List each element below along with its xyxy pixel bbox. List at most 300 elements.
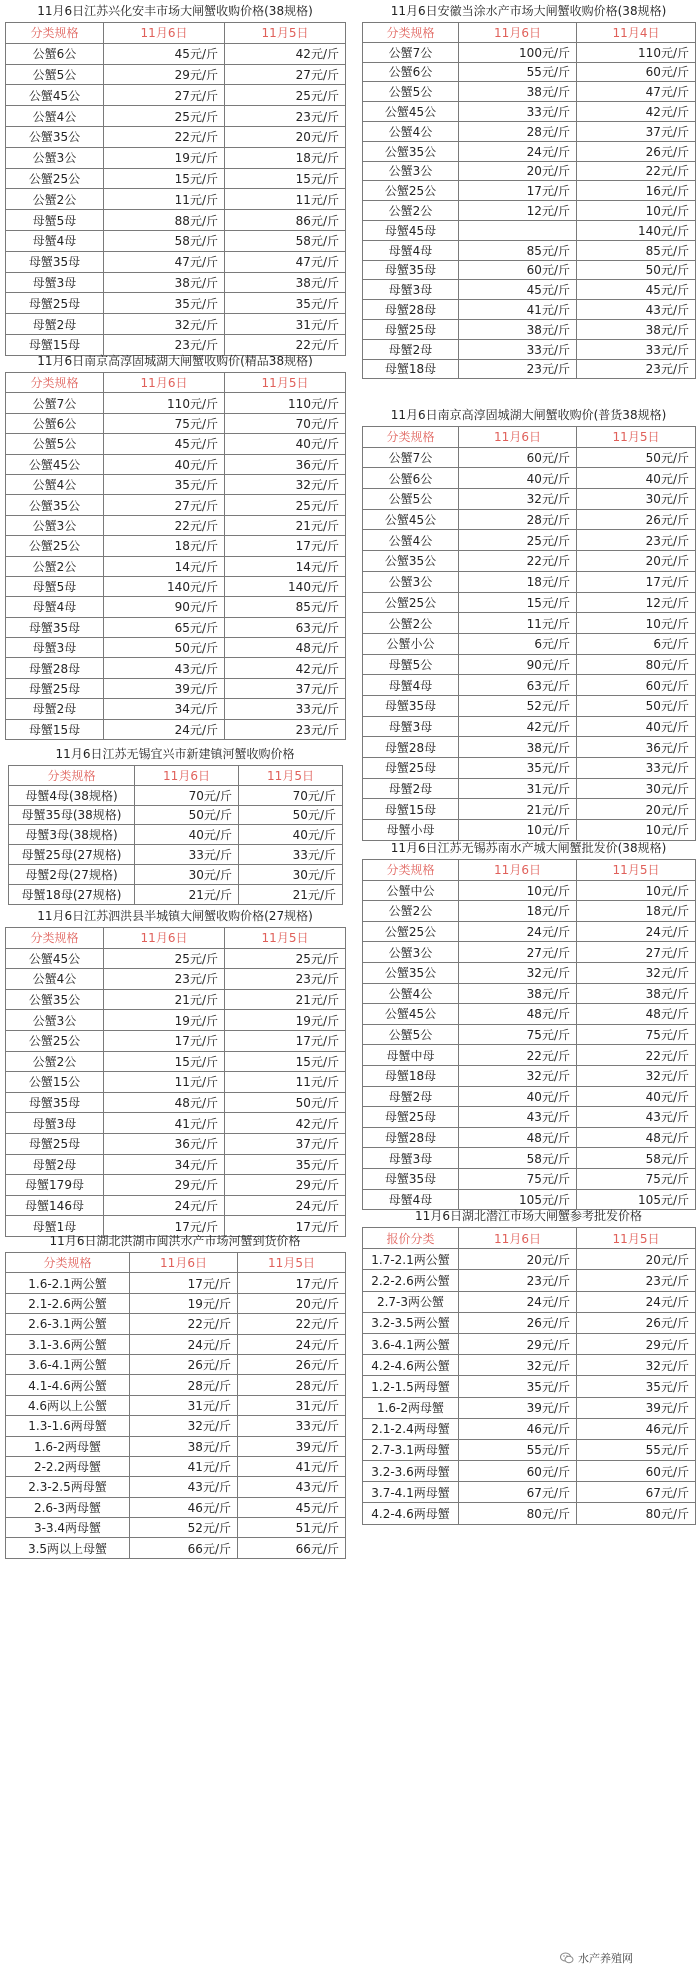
price-cell: 24元/斤 <box>577 921 696 942</box>
price-cell: 48元/斤 <box>459 1127 577 1148</box>
price-cell: 27元/斤 <box>577 942 696 963</box>
table-title: 11月6日江苏无锡宜兴市新建镇河蟹收购价格 <box>55 747 295 761</box>
spec-cell: 母蟹2母 <box>6 699 104 719</box>
price-cell: 24元/斤 <box>577 1291 696 1312</box>
price-cell: 43元/斤 <box>459 1107 577 1128</box>
price-cell: 24元/斤 <box>104 1195 225 1216</box>
table-row <box>363 260 696 280</box>
price-cell: 23元/斤 <box>577 359 696 379</box>
table-row <box>6 168 346 189</box>
spec-cell: 公蟹3公 <box>6 515 104 535</box>
column-header: 分类规格 <box>6 928 104 949</box>
table-row <box>9 785 343 805</box>
price-cell: 36元/斤 <box>225 454 346 474</box>
price-table <box>5 22 346 356</box>
table-row <box>363 1004 696 1025</box>
price-cell: 38元/斤 <box>577 983 696 1004</box>
table-row <box>6 474 346 494</box>
wechat-icon <box>560 1951 574 1965</box>
spec-cell: 母蟹2母 <box>6 314 104 335</box>
price-cell: 23元/斤 <box>225 106 346 127</box>
price-table <box>362 1227 696 1525</box>
spec-cell: 1.6-2两母蟹 <box>6 1436 130 1456</box>
table-row <box>363 1024 696 1045</box>
price-cell: 34元/斤 <box>104 1154 225 1175</box>
price-cell: 26元/斤 <box>577 141 696 161</box>
price-cell: 80元/斤 <box>577 1503 696 1524</box>
price-cell: 50元/斤 <box>577 695 696 716</box>
price-cell: 85元/斤 <box>577 240 696 260</box>
table-row <box>6 1113 346 1134</box>
spec-cell: 母蟹3母 <box>363 716 459 737</box>
watermark-text: 水产养殖网 <box>578 1952 633 1965</box>
price-cell: 42元/斤 <box>225 1113 346 1134</box>
column-header: 11月6日 <box>459 427 577 448</box>
table-row <box>363 181 696 201</box>
table-row <box>363 240 696 260</box>
price-cell: 47元/斤 <box>577 82 696 102</box>
column-header: 11月6日 <box>104 373 225 393</box>
table-row <box>363 799 696 820</box>
table-row <box>6 43 346 64</box>
table-row <box>6 1293 346 1313</box>
price-cell: 48元/斤 <box>225 638 346 658</box>
price-cell: 22元/斤 <box>459 1045 577 1066</box>
price-cell: 23元/斤 <box>104 969 225 990</box>
table-header-row <box>6 1253 346 1273</box>
spec-cell: 3.7-4.1两母蟹 <box>363 1482 459 1503</box>
spec-cell: 母蟹28母 <box>363 300 459 320</box>
watermark <box>560 1950 633 1966</box>
price-cell: 105元/斤 <box>577 1189 696 1210</box>
price-table <box>5 927 346 1237</box>
spec-cell: 公蟹7公 <box>363 42 459 62</box>
price-cell: 38元/斤 <box>459 983 577 1004</box>
price-cell: 58元/斤 <box>225 230 346 251</box>
spec-cell: 母蟹15母 <box>6 719 104 739</box>
spec-cell: 公蟹3公 <box>363 571 459 592</box>
table-row <box>6 638 346 658</box>
price-cell: 18元/斤 <box>104 536 225 556</box>
price-cell: 55元/斤 <box>577 1439 696 1460</box>
price-cell: 28元/斤 <box>238 1375 346 1395</box>
table-row <box>363 161 696 181</box>
price-cell: 35元/斤 <box>577 1376 696 1397</box>
table-row <box>363 530 696 551</box>
price-cell: 38元/斤 <box>577 319 696 339</box>
price-cell: 29元/斤 <box>225 1175 346 1196</box>
price-cell: 43元/斤 <box>130 1477 238 1497</box>
price-cell <box>459 220 577 240</box>
table-row <box>6 1436 346 1456</box>
spec-cell: 公蟹3公 <box>363 942 459 963</box>
spec-cell: 公蟹5公 <box>363 1024 459 1045</box>
price-cell: 10元/斤 <box>459 820 577 841</box>
price-cell: 25元/斤 <box>459 530 577 551</box>
table-row <box>6 147 346 168</box>
spec-cell: 母蟹中母 <box>363 1045 459 1066</box>
price-cell: 27元/斤 <box>104 495 225 515</box>
price-cell: 43元/斤 <box>577 300 696 320</box>
price-cell: 65元/斤 <box>104 617 225 637</box>
price-cell: 15元/斤 <box>104 168 225 189</box>
column-header: 11月6日 <box>135 766 239 786</box>
table-row <box>6 699 346 719</box>
price-cell: 80元/斤 <box>459 1503 577 1524</box>
table-row <box>363 121 696 141</box>
spec-cell: 母蟹4母 <box>363 1189 459 1210</box>
price-cell: 20元/斤 <box>459 1249 577 1270</box>
price-cell: 6元/斤 <box>459 633 577 654</box>
price-cell: 25元/斤 <box>225 495 346 515</box>
spec-cell: 母蟹35母 <box>363 695 459 716</box>
spec-cell: 1.3-1.6两母蟹 <box>6 1416 130 1436</box>
column-header: 分类规格 <box>6 1253 130 1273</box>
spec-cell: 母蟹2母 <box>6 1154 104 1175</box>
spec-cell: 母蟹146母 <box>6 1195 104 1216</box>
price-cell: 24元/斤 <box>459 921 577 942</box>
column-header: 分类规格 <box>6 23 104 44</box>
price-cell: 21元/斤 <box>135 884 239 904</box>
price-cell: 40元/斤 <box>577 716 696 737</box>
spec-cell: 2.6-3.1两公蟹 <box>6 1314 130 1334</box>
spec-cell: 公蟹3公 <box>6 147 104 168</box>
price-cell: 39元/斤 <box>577 1397 696 1418</box>
spec-cell: 4.1-4.6两公蟹 <box>6 1375 130 1395</box>
price-cell: 33元/斤 <box>577 758 696 779</box>
price-cell: 60元/斤 <box>577 675 696 696</box>
price-table <box>8 765 343 905</box>
price-cell: 11元/斤 <box>225 189 346 210</box>
price-cell: 110元/斤 <box>104 393 225 413</box>
table-header-row <box>363 23 696 43</box>
price-cell: 40元/斤 <box>225 434 346 454</box>
column-header: 11月5日 <box>238 1253 346 1273</box>
table-row <box>6 293 346 314</box>
spec-cell: 公蟹小公 <box>363 633 459 654</box>
price-cell: 46元/斤 <box>130 1497 238 1517</box>
spec-cell: 公蟹5公 <box>363 489 459 510</box>
table-title: 11月6日湖北洪湖市闽洪水产市场河蟹到货价格 <box>49 1234 301 1248</box>
price-cell: 33元/斤 <box>135 845 239 865</box>
spec-cell: 公蟹6公 <box>363 62 459 82</box>
spec-cell: 母蟹35母 <box>6 617 104 637</box>
price-cell: 85元/斤 <box>459 240 577 260</box>
price-cell: 50元/斤 <box>577 447 696 468</box>
price-cell: 32元/斤 <box>577 1065 696 1086</box>
table-row <box>6 230 346 251</box>
spec-cell: 母蟹4母(38规格) <box>9 785 135 805</box>
price-cell: 80元/斤 <box>577 654 696 675</box>
price-cell: 45元/斤 <box>238 1497 346 1517</box>
price-cell: 24元/斤 <box>104 719 225 739</box>
price-cell: 90元/斤 <box>104 597 225 617</box>
price-cell: 35元/斤 <box>225 1154 346 1175</box>
price-cell: 43元/斤 <box>104 658 225 678</box>
price-cell: 50元/斤 <box>104 638 225 658</box>
table-row <box>6 210 346 231</box>
price-cell: 66元/斤 <box>238 1538 346 1558</box>
spec-cell: 母蟹4母 <box>6 597 104 617</box>
table-row <box>363 82 696 102</box>
price-cell: 75元/斤 <box>459 1168 577 1189</box>
table-title: 11月6日安徽当涂水产市场大闸蟹收购价格(38规格) <box>390 4 667 18</box>
spec-cell: 公蟹45公 <box>363 509 459 530</box>
price-cell: 23元/斤 <box>104 334 225 355</box>
table-row <box>363 983 696 1004</box>
spec-cell: 2.1-2.6两公蟹 <box>6 1293 130 1313</box>
price-cell: 31元/斤 <box>130 1395 238 1415</box>
spec-cell: 3.6-4.1两公蟹 <box>6 1354 130 1374</box>
price-cell: 32元/斤 <box>104 314 225 335</box>
table-row <box>363 468 696 489</box>
price-cell: 30元/斤 <box>577 778 696 799</box>
table-row <box>363 102 696 122</box>
price-cell: 52元/斤 <box>130 1518 238 1538</box>
price-cell: 48元/斤 <box>459 1004 577 1025</box>
price-cell: 16元/斤 <box>577 181 696 201</box>
table-header-row <box>363 427 696 448</box>
spec-cell: 母蟹15母 <box>363 799 459 820</box>
price-cell: 17元/斤 <box>225 1030 346 1051</box>
table-row <box>6 989 346 1010</box>
table-row <box>363 962 696 983</box>
table-row <box>9 805 343 825</box>
table-row <box>9 845 343 865</box>
price-cell: 22元/斤 <box>104 515 225 535</box>
spec-cell: 母蟹28母 <box>363 737 459 758</box>
column-header: 11月6日 <box>130 1253 238 1273</box>
table-row <box>6 1051 346 1072</box>
table-row <box>363 1045 696 1066</box>
price-cell: 55元/斤 <box>459 62 577 82</box>
spec-cell: 1.6-2.1两公蟹 <box>6 1273 130 1293</box>
spec-cell: 母蟹2母 <box>363 339 459 359</box>
column-header: 11月5日 <box>577 427 696 448</box>
table-title: 11月6日江苏兴化安丰市场大闸蟹收购价格(38规格) <box>37 4 313 18</box>
table-row <box>6 189 346 210</box>
price-cell: 41元/斤 <box>238 1456 346 1476</box>
price-cell: 10元/斤 <box>577 820 696 841</box>
table-row <box>363 880 696 901</box>
price-cell: 22元/斤 <box>104 126 225 147</box>
spec-cell: 3-3.4两母蟹 <box>6 1518 130 1538</box>
price-cell: 11元/斤 <box>104 1072 225 1093</box>
table-row <box>6 556 346 576</box>
spec-cell: 母蟹2母(27规格) <box>9 864 135 884</box>
table-header-row <box>363 860 696 881</box>
price-cell: 25元/斤 <box>225 85 346 106</box>
price-cell: 60元/斤 <box>459 260 577 280</box>
price-cell: 50元/斤 <box>135 805 239 825</box>
table-row <box>363 1270 696 1291</box>
price-cell: 28元/斤 <box>130 1375 238 1395</box>
price-cell: 25元/斤 <box>104 948 225 969</box>
price-cell: 19元/斤 <box>104 147 225 168</box>
spec-cell: 公蟹45公 <box>6 948 104 969</box>
column-header: 分类规格 <box>9 766 135 786</box>
table-row <box>6 969 346 990</box>
price-cell: 36元/斤 <box>577 737 696 758</box>
spec-cell: 公蟹5公 <box>363 82 459 102</box>
spec-cell: 公蟹15公 <box>6 1072 104 1093</box>
price-cell: 37元/斤 <box>577 121 696 141</box>
price-cell: 28元/斤 <box>459 121 577 141</box>
price-cell: 37元/斤 <box>225 678 346 698</box>
price-cell: 41元/斤 <box>104 1113 225 1134</box>
price-cell: 40元/斤 <box>577 1086 696 1107</box>
column-header: 11月6日 <box>459 1228 577 1249</box>
price-cell: 10元/斤 <box>577 201 696 221</box>
table-row <box>6 576 346 596</box>
spec-cell: 公蟹45公 <box>6 85 104 106</box>
price-cell: 32元/斤 <box>459 962 577 983</box>
spec-cell: 公蟹2公 <box>6 556 104 576</box>
price-cell: 70元/斤 <box>239 785 343 805</box>
price-cell: 21元/斤 <box>459 799 577 820</box>
table-row <box>363 758 696 779</box>
price-cell: 75元/斤 <box>104 413 225 433</box>
table-row <box>363 1418 696 1439</box>
table-row <box>6 1477 346 1497</box>
spec-cell: 公蟹2公 <box>363 613 459 634</box>
table-row <box>363 1503 696 1524</box>
table-row <box>6 85 346 106</box>
price-cell: 67元/斤 <box>577 1482 696 1503</box>
spec-cell: 母蟹28母 <box>363 1127 459 1148</box>
column-header: 分类规格 <box>363 427 459 448</box>
price-cell: 40元/斤 <box>577 468 696 489</box>
price-cell: 28元/斤 <box>459 509 577 530</box>
price-cell: 39元/斤 <box>238 1436 346 1456</box>
table-row <box>363 1065 696 1086</box>
table-row <box>363 1397 696 1418</box>
price-cell: 48元/斤 <box>104 1092 225 1113</box>
table-row <box>363 1249 696 1270</box>
price-cell: 20元/斤 <box>577 799 696 820</box>
spec-cell: 母蟹25母 <box>363 319 459 339</box>
table-row <box>6 1354 346 1374</box>
table-row <box>363 675 696 696</box>
column-header: 11月6日 <box>459 860 577 881</box>
price-cell: 19元/斤 <box>130 1293 238 1313</box>
column-header: 分类规格 <box>6 373 104 393</box>
table-row <box>363 1355 696 1376</box>
price-cell: 33元/斤 <box>459 339 577 359</box>
spec-cell: 公蟹4公 <box>6 969 104 990</box>
price-cell: 42元/斤 <box>225 658 346 678</box>
price-cell: 14元/斤 <box>104 556 225 576</box>
price-cell: 40元/斤 <box>459 468 577 489</box>
spec-cell: 公蟹2公 <box>363 201 459 221</box>
table-header-row <box>6 373 346 393</box>
table-row <box>6 1030 346 1051</box>
column-header: 11月6日 <box>104 928 225 949</box>
table-title: 11月6日江苏泗洪县半城镇大闸蟹收购价格(27规格) <box>37 909 313 923</box>
price-cell: 51元/斤 <box>238 1518 346 1538</box>
price-cell: 6元/斤 <box>577 633 696 654</box>
spec-cell: 公蟹7公 <box>6 393 104 413</box>
column-header: 11月6日 <box>459 23 577 43</box>
spec-cell: 母蟹3母 <box>6 272 104 293</box>
spec-cell: 母蟹25母 <box>6 1133 104 1154</box>
spec-cell: 母蟹25母 <box>6 678 104 698</box>
spec-cell: 母蟹5母 <box>6 576 104 596</box>
price-cell: 60元/斤 <box>459 447 577 468</box>
price-cell: 24元/斤 <box>459 1291 577 1312</box>
table-row <box>6 1416 346 1436</box>
table-row <box>363 901 696 922</box>
price-cell: 140元/斤 <box>577 220 696 240</box>
price-cell: 105元/斤 <box>459 1189 577 1210</box>
column-header: 11月5日 <box>225 928 346 949</box>
price-cell: 20元/斤 <box>225 126 346 147</box>
price-table <box>362 859 696 1210</box>
table-row <box>6 1154 346 1175</box>
price-cell: 15元/斤 <box>104 1051 225 1072</box>
price-cell: 23元/斤 <box>577 530 696 551</box>
price-cell: 43元/斤 <box>577 1107 696 1128</box>
price-cell: 20元/斤 <box>577 551 696 572</box>
price-cell: 33元/斤 <box>459 102 577 122</box>
table-row <box>363 571 696 592</box>
table-row <box>363 339 696 359</box>
spec-cell: 母蟹2母 <box>363 1086 459 1107</box>
table-row <box>363 1086 696 1107</box>
table-row <box>363 1376 696 1397</box>
spec-cell: 母蟹35母 <box>363 1168 459 1189</box>
table-row <box>6 658 346 678</box>
price-cell: 32元/斤 <box>130 1416 238 1436</box>
price-cell: 31元/斤 <box>459 778 577 799</box>
price-cell: 18元/斤 <box>577 901 696 922</box>
price-cell: 38元/斤 <box>459 82 577 102</box>
table-row <box>363 42 696 62</box>
price-cell: 35元/斤 <box>459 1376 577 1397</box>
table-header-row <box>9 766 343 786</box>
table-row <box>6 1395 346 1415</box>
table-row <box>363 716 696 737</box>
spec-cell: 公蟹4公 <box>6 106 104 127</box>
table-row <box>363 1148 696 1169</box>
spec-cell: 公蟹4公 <box>6 474 104 494</box>
spec-cell: 公蟹25公 <box>6 168 104 189</box>
price-cell: 15元/斤 <box>225 1051 346 1072</box>
price-cell: 75元/斤 <box>577 1168 696 1189</box>
table-row <box>363 613 696 634</box>
table-header-row <box>6 928 346 949</box>
spec-cell: 母蟹35母 <box>363 260 459 280</box>
price-cell: 19元/斤 <box>104 1010 225 1031</box>
spec-cell: 公蟹2公 <box>6 189 104 210</box>
spec-cell: 母蟹25母 <box>6 293 104 314</box>
table-row <box>363 1439 696 1460</box>
table-row <box>363 1127 696 1148</box>
column-header: 报价分类 <box>363 1228 459 1249</box>
spec-cell: 母蟹1母 <box>6 1216 104 1237</box>
price-cell: 60元/斤 <box>577 1461 696 1482</box>
price-cell: 63元/斤 <box>459 675 577 696</box>
price-cell: 17元/斤 <box>459 181 577 201</box>
spec-cell: 母蟹28母 <box>6 658 104 678</box>
price-cell: 22元/斤 <box>577 1045 696 1066</box>
table-row <box>6 64 346 85</box>
price-cell: 21元/斤 <box>239 884 343 904</box>
price-cell: 45元/斤 <box>577 280 696 300</box>
spec-cell: 母蟹4母 <box>363 675 459 696</box>
spec-cell: 母蟹3母 <box>363 280 459 300</box>
price-cell: 11元/斤 <box>104 189 225 210</box>
